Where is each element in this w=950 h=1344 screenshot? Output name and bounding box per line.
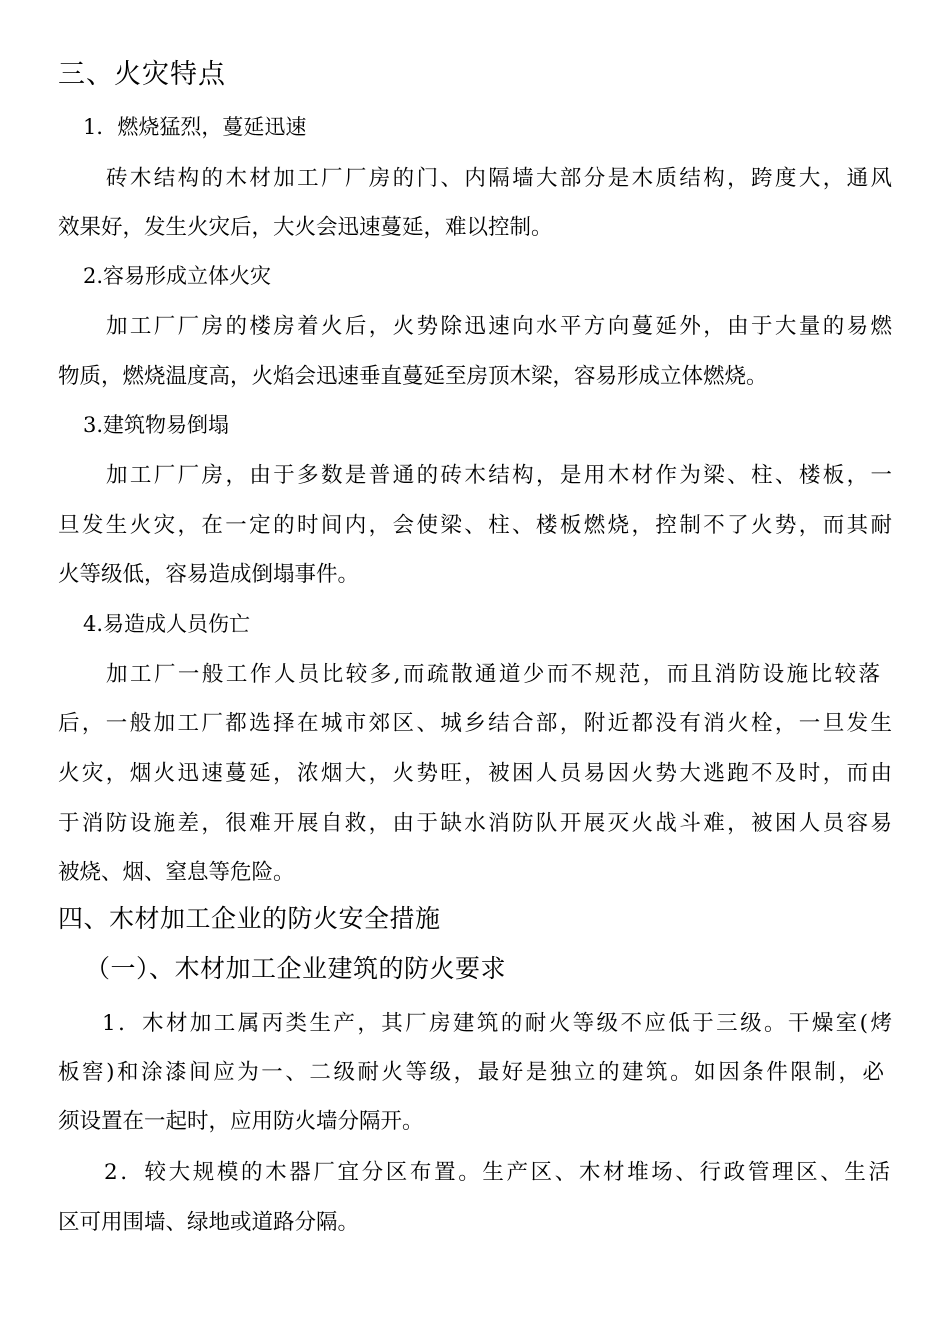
section-4-1-p2-line-2: 区可用围墙、绿地或道路分隔。 (58, 1210, 360, 1235)
section-4-1-heading: （一）、木材加工企业建筑的防火要求 (85, 954, 507, 983)
section-3-3-heading: 3.建筑物易倒塌 (83, 413, 230, 437)
section-3-1-line-1: 砖木结构的木材加工厂厂房的门、内隔墙大部分是木质结构，跨度大，通风 (106, 166, 892, 191)
section-4-heading: 四、木材加工企业的防火安全措施 (58, 904, 441, 933)
section-3-3-line-2: 旦发生火灾，在一定的时间内，会使梁、柱、楼板燃烧，控制不了火势，而其耐 (58, 513, 892, 538)
section-3-1-heading: 1．燃烧猛烈，蔓延迅速 (83, 115, 307, 139)
section-3-2-heading: 2.容易形成立体火灾 (83, 264, 272, 288)
section-4-1-p1-line-2: 板窖)和涂漆间应为一、二级耐火等级，最好是独立的建筑。如因条件限制，必 (58, 1060, 884, 1085)
section-4-1-p1-line-3: 须设置在一起时，应用防火墙分隔开。 (58, 1109, 424, 1134)
section-3-4-heading: 4.易造成人员伤亡 (83, 612, 251, 636)
section-3-3-line-1: 加工厂厂房，由于多数是普通的砖木结构，是用木材作为梁、柱、楼板，一 (106, 463, 892, 488)
section-3-2-line-1: 加工厂厂房的楼房着火后，火势除迅速向水平方向蔓延外，由于大量的易燃 (106, 314, 892, 339)
section-3-heading: 三、火灾特点 (58, 59, 226, 90)
section-3-4-line-4: 于消防设施差，很难开展自救，由于缺水消防队开展灭火战斗难，被困人员容易 (58, 811, 892, 836)
section-4-1-p1-line-1: 1．木材加工属丙类生产，其厂房建筑的耐火等级不应低于三级。干燥室(烤 (102, 1011, 892, 1036)
section-3-4-line-1: 加工厂一般工作人员比较多,而疏散通道少而不规范，而且消防设施比较落 (106, 662, 880, 687)
section-4-1-p2-line-1: 2．较大规模的木器厂宜分区布置。生产区、木材堆场、行政管理区、生活 (104, 1160, 890, 1185)
section-3-3-line-3: 火等级低，容易造成倒塌事件。 (58, 562, 360, 587)
section-3-2-line-2: 物质，燃烧温度高，火焰会迅速垂直蔓延至房顶木梁，容易形成立体燃烧。 (58, 364, 768, 389)
section-3-4-line-3: 火灾，烟火迅速蔓延，浓烟大，火势旺，被困人员易因火势大逃跑不及时，而由 (58, 761, 892, 786)
section-3-1-line-2: 效果好，发生火灾后，大火会迅速蔓延，难以控制。 (58, 215, 553, 240)
section-3-4-line-2: 后，一般加工厂都选择在城市郊区、城乡结合部，附近都没有消火栓，一旦发生 (58, 711, 892, 736)
section-3-4-line-5: 被烧、烟、窒息等危险。 (58, 860, 295, 885)
